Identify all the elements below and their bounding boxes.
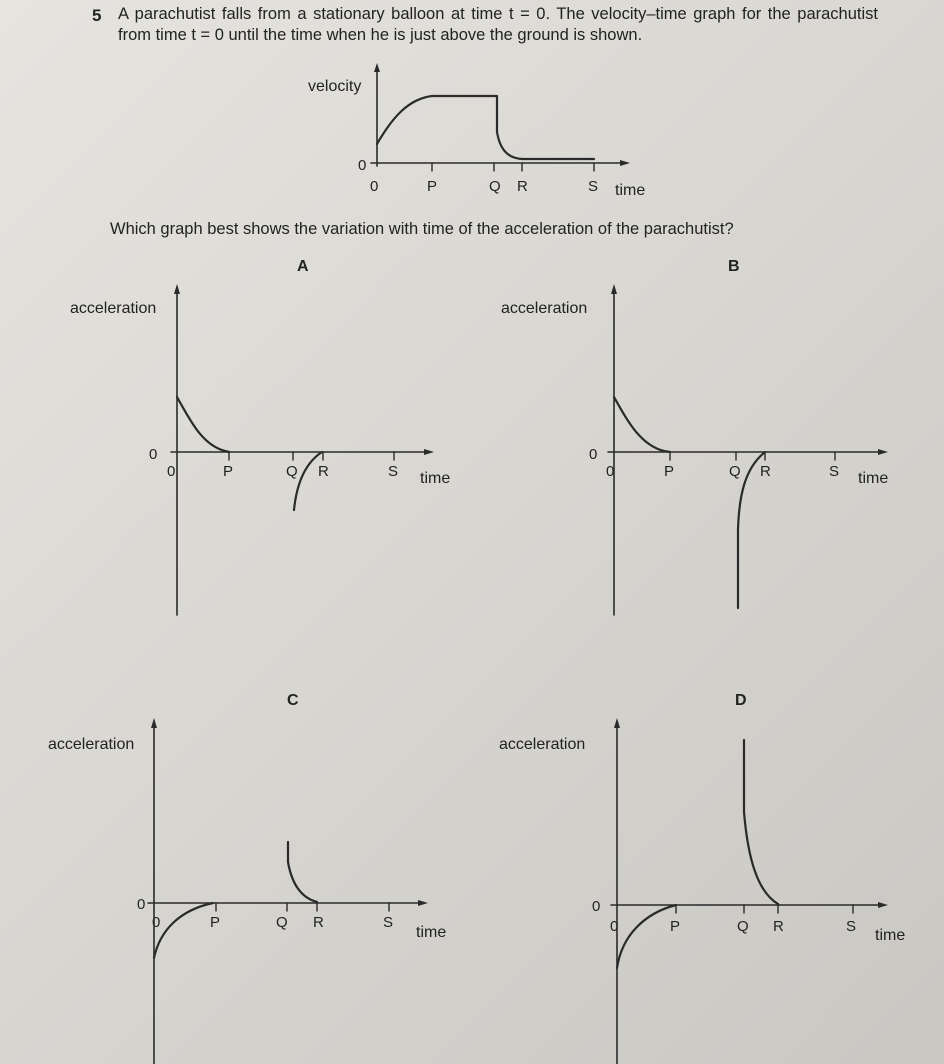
velocity-tick-0: 0 (370, 178, 379, 195)
option-c-tick-0: 0 (152, 914, 161, 931)
option-b-tick-p: P (664, 463, 675, 480)
option-c-ylabel: acceleration (48, 736, 135, 753)
option-d-ylabel: acceleration (499, 736, 586, 753)
option-d-xlabel: time (875, 927, 906, 944)
option-c-label: C (287, 692, 299, 709)
option-d-tick-r: R (773, 918, 784, 935)
option-b-zero: 0 (589, 446, 598, 463)
option-a-ylabel: acceleration (70, 300, 157, 317)
option-d-label: D (735, 692, 747, 709)
option-c-tick-r: R (313, 914, 324, 931)
option-d-curve-2 (744, 740, 778, 904)
option-a-tick-p: P (223, 463, 234, 480)
option-d-curve-1 (617, 905, 676, 968)
option-b-xlabel: time (858, 470, 889, 487)
velocity-tick-r: R (517, 178, 528, 195)
velocity-time-label: time (615, 182, 646, 199)
option-c-tick-s: S (383, 914, 394, 931)
velocity-tick-p: P (427, 178, 438, 195)
option-d-tick-q: Q (737, 918, 749, 935)
option-a-tick-r: R (318, 463, 329, 480)
option-d-zero: 0 (592, 898, 601, 915)
option-b-tick-q: Q (729, 463, 741, 480)
option-a-zero: 0 (149, 446, 158, 463)
option-c-tick-p: P (210, 914, 221, 931)
velocity-zero-label: 0 (358, 157, 367, 174)
option-c-zero: 0 (137, 896, 146, 913)
question-prompt: Which graph best shows the variation with time of the acceleration of the parachutist? (110, 220, 734, 238)
option-a-tick-q: Q (286, 463, 298, 480)
question-text: A parachutist falls from a stationary balloon at time t = 0. The velocity–time graph for the parachutist from time t = 0 until the time when he is just above the ground is shown. (118, 5, 878, 44)
option-a-tick-s: S (388, 463, 399, 480)
option-b-tick-0: 0 (606, 463, 615, 480)
option-c-xlabel: time (416, 924, 447, 941)
velocity-tick-q: Q (489, 178, 501, 195)
option-a-tick-0: 0 (167, 463, 176, 480)
option-d-tick-p: P (670, 918, 681, 935)
option-b-ylabel: acceleration (501, 300, 588, 317)
velocity-axis-label: velocity (308, 78, 362, 95)
option-b-tick-r: R (760, 463, 771, 480)
option-c-tick-q: Q (276, 914, 288, 931)
question-number: 5 (92, 6, 102, 25)
option-a-label: A (297, 258, 309, 275)
option-d-tick-0: 0 (610, 918, 619, 935)
option-d-tick-s: S (846, 918, 857, 935)
option-b-tick-s: S (829, 463, 840, 480)
option-b-label: B (728, 258, 740, 275)
velocity-tick-s: S (588, 178, 599, 195)
option-a-xlabel: time (420, 470, 451, 487)
